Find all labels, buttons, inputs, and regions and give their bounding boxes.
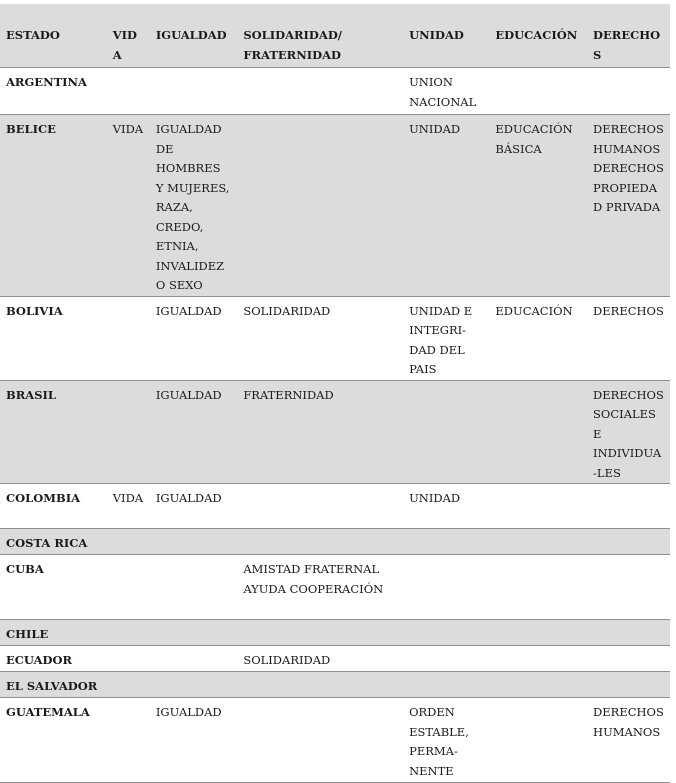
cell-derechos [587, 529, 670, 555]
table-row [0, 529, 670, 555]
cell-estado: COSTA RICA [0, 529, 107, 555]
cell-derechos [587, 620, 670, 646]
cell-derechos [587, 646, 670, 672]
cell-derechos [587, 68, 670, 115]
cell-vida [107, 555, 150, 620]
cell-educacion [489, 484, 587, 529]
cell-solidaridad [237, 620, 403, 646]
cell-derechos [587, 672, 670, 698]
table-row [0, 68, 670, 115]
header-educacion: EDUCACIÓN [489, 4, 587, 68]
cell-igualdad [150, 672, 237, 698]
cell-solidaridad [237, 698, 403, 783]
cell-vida [107, 68, 150, 115]
table-row [0, 646, 670, 672]
cell-educacion: EDUCACIÓN [489, 296, 587, 380]
values-table [0, 4, 670, 783]
cell-educacion: EDUCACIÓN BÁSICA [489, 115, 587, 297]
header-vida: VIDA [107, 4, 150, 68]
cell-unidad: UNIDAD E INTEGRI-DAD DEL PAIS [403, 296, 489, 380]
cell-estado: CHILE [0, 620, 107, 646]
header-unidad: UNIDAD [403, 4, 489, 68]
cell-estado: BOLIVIA [0, 296, 107, 380]
cell-educacion [489, 698, 587, 783]
cell-vida [107, 646, 150, 672]
cell-solidaridad [237, 672, 403, 698]
cell-igualdad: IGUALDAD [150, 698, 237, 783]
cell-educacion [489, 646, 587, 672]
cell-igualdad [150, 620, 237, 646]
header-row [0, 4, 670, 68]
cell-educacion [489, 672, 587, 698]
cell-estado: GUATEMALA [0, 698, 107, 783]
cell-unidad [403, 555, 489, 620]
cell-unidad [403, 380, 489, 484]
cell-solidaridad [237, 68, 403, 115]
cell-vida [107, 380, 150, 484]
cell-vida: VIDA [107, 484, 150, 529]
cell-igualdad [150, 555, 237, 620]
cell-educacion [489, 68, 587, 115]
cell-igualdad: IGUALDAD DE HOMBRES Y MUJERES, RAZA, CREDO, ETNIA, INVALIDEZ O SEXO [150, 115, 237, 297]
cell-vida [107, 529, 150, 555]
cell-vida [107, 698, 150, 783]
cell-educacion [489, 529, 587, 555]
table-row [0, 672, 670, 698]
cell-estado: CUBA [0, 555, 107, 620]
cell-derechos: DERECHOS HUMANOS [587, 698, 670, 783]
table-body [0, 68, 670, 783]
cell-igualdad [150, 68, 237, 115]
cell-estado: EL SALVADOR [0, 672, 107, 698]
cell-educacion [489, 620, 587, 646]
cell-vida: VIDA [107, 115, 150, 297]
header-derechos: DERECHOS [587, 4, 670, 68]
cell-derechos [587, 484, 670, 529]
cell-igualdad: IGUALDAD [150, 380, 237, 484]
cell-estado: COLOMBIA [0, 484, 107, 529]
cell-unidad [403, 672, 489, 698]
cell-derechos: DERECHOS SOCIALES E INDIVIDUA-LES [587, 380, 670, 484]
cell-vida [107, 296, 150, 380]
table-row [0, 555, 670, 620]
table-row [0, 484, 670, 529]
cell-vida [107, 672, 150, 698]
header-solidaridad: SOLIDARIDAD/ FRATERNIDAD [237, 4, 403, 68]
cell-unidad [403, 529, 489, 555]
cell-estado: BRASIL [0, 380, 107, 484]
cell-estado: BELICE [0, 115, 107, 297]
cell-igualdad [150, 529, 237, 555]
cell-igualdad: IGUALDAD [150, 296, 237, 380]
cell-solidaridad [237, 115, 403, 297]
cell-estado: ARGENTINA [0, 68, 107, 115]
cell-igualdad [150, 646, 237, 672]
table-row [0, 115, 670, 297]
cell-igualdad: IGUALDAD [150, 484, 237, 529]
cell-derechos [587, 555, 670, 620]
header-estado: ESTADO [0, 4, 107, 68]
cell-solidaridad: SOLIDARIDAD [237, 646, 403, 672]
cell-unidad [403, 646, 489, 672]
table-row [0, 380, 670, 484]
table-row [0, 698, 670, 783]
table-row [0, 296, 670, 380]
cell-unidad: UNIDAD [403, 484, 489, 529]
header-igualdad: IGUALDAD [150, 4, 237, 68]
cell-derechos: DERECHOS HUMANOS DERECHOS PROPIEDAD PRIVADA [587, 115, 670, 297]
table-row [0, 620, 670, 646]
cell-solidaridad: SOLIDARIDAD [237, 296, 403, 380]
cell-solidaridad [237, 529, 403, 555]
cell-solidaridad: FRATERNIDAD [237, 380, 403, 484]
cell-unidad [403, 620, 489, 646]
cell-educacion [489, 380, 587, 484]
cell-unidad: ORDEN ESTABLE, PERMA-NENTE [403, 698, 489, 783]
cell-vida [107, 620, 150, 646]
cell-unidad: UNION NACIONAL [403, 68, 489, 115]
cell-unidad: UNIDAD [403, 115, 489, 297]
cell-estado: ECUADOR [0, 646, 107, 672]
cell-solidaridad [237, 484, 403, 529]
cell-solidaridad: AMISTAD FRATERNAL AYUDA COOPERACIÓN [237, 555, 403, 620]
cell-educacion [489, 555, 587, 620]
cell-derechos: DERECHOS [587, 296, 670, 380]
table-header [0, 4, 670, 68]
